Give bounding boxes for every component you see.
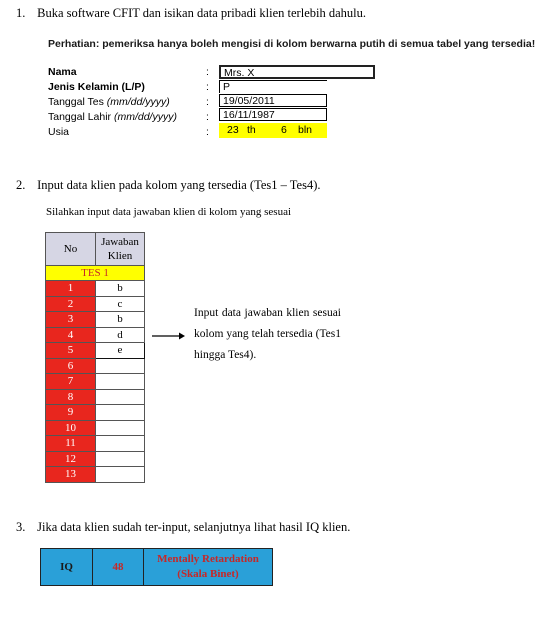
step-2 xyxy=(16,178,320,193)
answer-table xyxy=(45,232,145,483)
iq-category-name: Mentally Retardation xyxy=(157,553,259,565)
row-no: 10 xyxy=(46,420,96,436)
colon-nama: : xyxy=(206,66,209,78)
table-row xyxy=(46,389,145,405)
header-no: No xyxy=(46,233,96,266)
tanggal-lahir-label xyxy=(48,111,177,123)
step-1-number: 1. xyxy=(16,6,26,20)
usia-months: 6 xyxy=(281,124,287,136)
result-table xyxy=(40,548,273,586)
step-2-number: 2. xyxy=(16,178,26,192)
colon-jk: : xyxy=(206,81,209,93)
answer-cell[interactable] xyxy=(96,358,145,374)
row-no: 3 xyxy=(46,312,96,328)
table-row xyxy=(46,327,145,343)
tanggal-tes-label xyxy=(48,96,170,108)
header-jawaban-klien xyxy=(96,233,145,266)
row-no: 5 xyxy=(46,343,96,359)
table-row xyxy=(46,374,145,390)
answer-cell[interactable]: b xyxy=(96,281,145,297)
step-1 xyxy=(16,6,366,21)
answer-cell-selected[interactable]: e xyxy=(96,343,145,359)
row-no: 1 xyxy=(46,281,96,297)
tanggal-lahir-format: (mm/dd/yyyy) xyxy=(113,111,177,123)
answer-cell[interactable]: b xyxy=(96,312,145,328)
row-no: 9 xyxy=(46,405,96,421)
answer-cell[interactable] xyxy=(96,451,145,467)
iq-category-scale: (Skala Binet) xyxy=(177,568,239,580)
table-row xyxy=(46,420,145,436)
answer-cell[interactable] xyxy=(96,436,145,452)
header-klien: Klien xyxy=(107,250,133,262)
instruction-note: Input data jawaban klien sesuai kolom yang telah tersedia (Tes1 hingga Tes4). xyxy=(194,307,341,361)
section-row xyxy=(46,266,145,281)
tanggal-tes-field[interactable]: 19/05/2011 xyxy=(219,94,327,107)
warning-text: Perhatian: pemeriksa hanya boleh mengisi di kolom berwarna putih di semua tabel yang tersedia! xyxy=(48,38,536,50)
step-1-text: Buka software CFIT dan isikan data pribadi klien terlebih dahulu. xyxy=(37,6,366,20)
iq-category xyxy=(144,549,273,586)
step-2-text: Input data klien pada kolom yang tersedia (Tes1 – Tes4). xyxy=(37,178,321,192)
answer-table-header xyxy=(46,233,145,266)
usia-field xyxy=(219,123,327,138)
table-row xyxy=(46,343,145,359)
answer-cell[interactable] xyxy=(96,374,145,390)
answer-cell[interactable]: c xyxy=(96,296,145,312)
colon-tes: : xyxy=(206,96,209,108)
tanggal-lahir-field[interactable]: 16/11/1987 xyxy=(219,108,327,121)
jenis-kelamin-label: Jenis Kelamin (L/P) xyxy=(48,81,145,93)
colon-usia: : xyxy=(206,126,209,138)
row-no: 11 xyxy=(46,436,96,452)
subtitle-text: Silahkan input data jawaban klien di kolom yang sesuai xyxy=(46,206,292,218)
answer-cell[interactable]: d xyxy=(96,327,145,343)
answer-cell[interactable] xyxy=(96,420,145,436)
step-3 xyxy=(16,520,350,535)
answer-cell[interactable] xyxy=(96,467,145,483)
jenis-kelamin-field[interactable]: P xyxy=(219,80,327,93)
table-row xyxy=(46,281,145,297)
usia-th: th xyxy=(247,124,256,136)
nama-field[interactable]: Mrs. X xyxy=(219,65,375,79)
arrow-right-icon xyxy=(150,330,186,342)
table-row xyxy=(46,312,145,328)
table-row xyxy=(46,296,145,312)
iq-label: IQ xyxy=(41,549,93,586)
row-no: 7 xyxy=(46,374,96,390)
row-no: 2 xyxy=(46,296,96,312)
result-row xyxy=(41,549,273,586)
row-no: 6 xyxy=(46,358,96,374)
answer-cell[interactable] xyxy=(96,405,145,421)
section-label: TES 1 xyxy=(46,266,145,281)
row-no: 8 xyxy=(46,389,96,405)
header-jawaban: Jawaban xyxy=(101,236,139,248)
table-row xyxy=(46,405,145,421)
usia-label: Usia xyxy=(48,126,70,138)
tanggal-tes-label-main: Tanggal Tes xyxy=(48,96,107,108)
colon-lahir: : xyxy=(206,111,209,123)
row-no: 4 xyxy=(46,327,96,343)
answer-cell[interactable] xyxy=(96,389,145,405)
table-row xyxy=(46,436,145,452)
nama-label: Nama xyxy=(48,66,77,78)
iq-value: 48 xyxy=(93,549,144,586)
usia-years: 23 xyxy=(227,124,239,136)
step-3-text: Jika data klien sudah ter-input, selanjutnya lihat hasil IQ klien. xyxy=(37,520,351,534)
tanggal-lahir-label-main: Tanggal Lahir xyxy=(48,111,114,123)
table-row xyxy=(46,451,145,467)
table-row xyxy=(46,467,145,483)
row-no: 13 xyxy=(46,467,96,483)
table-row xyxy=(46,358,145,374)
usia-bln: bln xyxy=(298,124,313,136)
step-3-number: 3. xyxy=(16,520,26,534)
row-no: 12 xyxy=(46,451,96,467)
tanggal-tes-format: (mm/dd/yyyy) xyxy=(106,96,170,108)
